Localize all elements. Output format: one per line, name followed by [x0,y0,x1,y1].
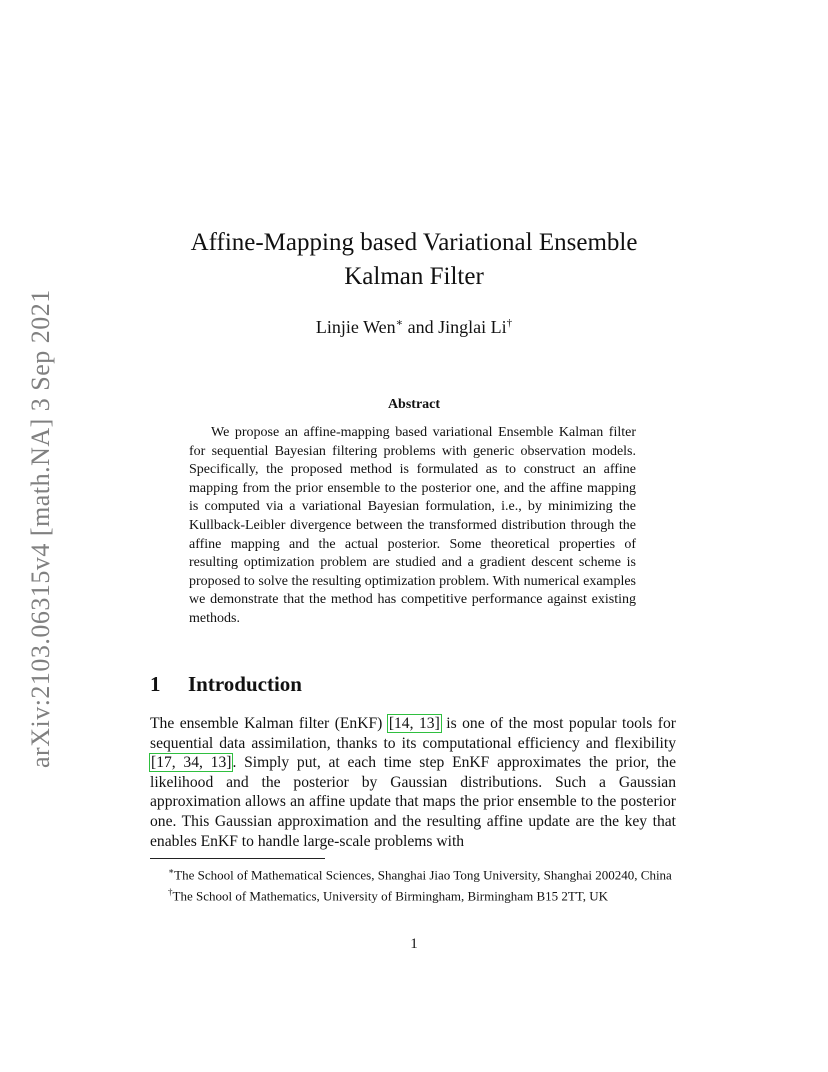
author-name: Jinglai Li [438,317,507,337]
arxiv-sidebar [26,272,54,768]
body-text: is one of the most popular tools for sequential data assimilation, thanks to its computational efficiency and flexibility [150,715,676,752]
citation-link[interactable]: [14, 13] [388,715,440,732]
introduction-paragraph [150,714,676,851]
footnotes [150,863,676,905]
arxiv-identifier: arXiv:2103.06315v4 [math.NA] 3 Sep 2021 [26,289,55,768]
abstract-text: We propose an affine-mapping based variational Ensemble Kalman filter for sequential Bayesian filtering problems with generic observation models. Specifically, the proposed method is formulated as to construct an affine mapping from the prior ensemble to the posterior one, and the affine mapping is computed via a variational Bayesian formulation, i.e., by minimizing the Kullback-Leibler divergence between the transformed distribution through the affine mapping and the actual posterior. Some theoretical properties of resulting optimization problem are studied and a gradient descent scheme is proposed to solve the resulting optimization problem. With numerical examples we demonstrate that the method has competitive performance against existing methods. [189,425,636,626]
author-line [150,316,678,338]
footnote-marker: † [168,886,173,897]
footnote-marker[interactable]: † [506,317,513,329]
footnote-text: The School of Mathematical Sciences, Shanghai Jiao Tong University, Shanghai 200240, China [174,867,672,883]
section-title: Introduction [188,672,302,696]
footnote-2 [150,884,676,905]
footnote-1 [150,863,676,884]
body-text: . Simply put, at each time step EnKF approximates the prior, the likelihood and the posterior by Gaussian distributions. Such a Gaussian approximation allows an affine update that maps the prior ensemble to the posterior one. This Gaussian approximation and the resulting affine update are the key that enables EnKF to handle large-scale problems with [150,754,676,850]
section-number: 1 [150,672,161,696]
citation-link[interactable]: [17, 34, 13] [151,754,232,772]
footnote-text: The School of Mathematics, University of Birmingham, Birmingham B15 2TT, UK [172,888,609,904]
section-heading [150,672,302,697]
abstract-heading: Abstract [387,397,441,412]
author-name: Linjie Wen [315,317,396,337]
paper-title: Affine-Mapping based Variational Ensemble Kalman Filter [190,229,638,290]
footnote-marker: ∗ [168,866,175,876]
body-text: The ensemble Kalman filter (EnKF) [150,715,388,732]
footnote-divider [150,858,325,859]
page-number: 1 [410,936,418,952]
footnote-marker[interactable]: ∗ [395,317,404,329]
author-conjunction: and [407,317,434,337]
